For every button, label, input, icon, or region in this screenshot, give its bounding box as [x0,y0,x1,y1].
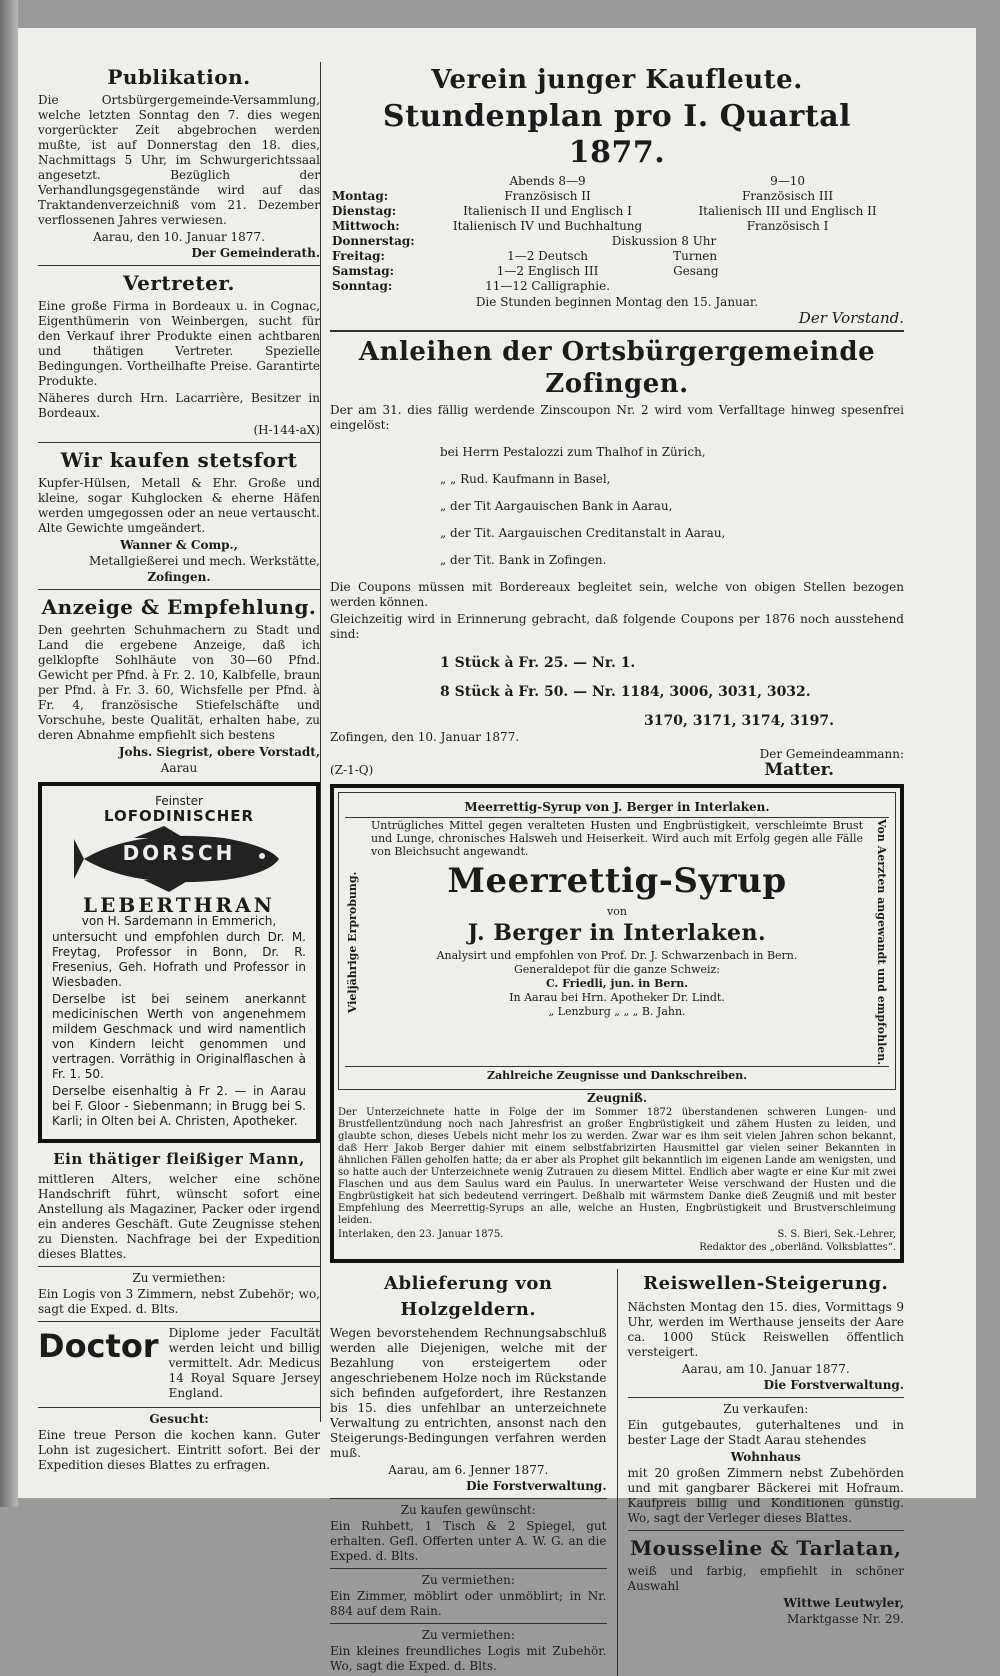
vertreter-contact: Näheres durch Hrn. Lacarrière, Besitzer in Bordeaux. [38,391,320,420]
anleihen-date: Zofingen, den 10. Januar 1877. [330,730,520,744]
ad-verein [330,64,904,326]
vermieten-body: Ein Logis von 3 Zimmern, nebst Zubehör; wo, sagt die Exped. d. Blts. [38,1287,320,1316]
slot-a: Italienisch IV und Buchhaltung [452,219,643,233]
table-row [330,279,904,294]
day: Montag: [332,189,389,203]
mousseline-body: weiß und farbig, empfiehlt in schöner Auswahl [627,1564,904,1594]
verkaufen-wohnhaus: Wohnhaus [730,1450,801,1465]
vertreter-body: Eine große Firma in Bordeaux u. in Cognac, Eigenthümerin von Weinbergen, sucht für den Verkauf ihrer Produkte einen achtbaren und thätigen Vertreter. Spezielle Bedingungen. Vortheilhafte Preise. Garantirte Produkte. [38,299,320,388]
verein-subtitle: Stundenplan pro I. Quartal 1877. [382,99,852,170]
bottom-ads [330,1269,904,1676]
divider [628,1530,905,1531]
fish-logo [74,824,284,894]
dorsch-maker: von H. Sardemann in Emmerich, [81,914,277,928]
bottom-left-ads [330,1269,607,1676]
zimmer-title: Zu vermiethen: [421,1573,515,1588]
publikation-sign: Der Gemeinderath. [191,246,320,260]
day: Freitag: [332,249,385,263]
holz-body: Wegen bevorstehendem Rechnungsabschluß werden alle Diejenigen, welche mit der Bezahlung von ersteigertem oder angeschriebenem Holze noch im Rückstande sich befinden aufgefordert, ihre Restanzen bis 15. dies unfehlbar an unterzeichnete Verwaltung zu entrichten, ansonst nach den Steigerungs-Bedingungen verfahren werden muß. [330,1326,607,1461]
mann-body: mittleren Alters, welcher eine schöne Handschrift führt, wünscht sofort eine Anstellung als Magaziner, Packer oder irgend ein anderes Geschäft. Gute Zeugnisse stehen zu Diensten. Nachfrage bei der Expedition dieses Blattes. [38,1172,320,1261]
schedule-col2: 9—10 [770,174,805,188]
zeugniss-title: Zeugniß. [586,1091,648,1106]
bottom-right-ads [617,1269,905,1676]
mann-title: Ein thätiger fleißiger Mann, [53,1150,305,1168]
day: Dienstag: [332,204,397,218]
ad-doctor [38,1326,320,1403]
anleihen-title: Anleihen der Ortsbürgergemeinde Zofingen. [358,337,876,399]
day: Donnerstag: [332,234,415,248]
divider [330,1498,607,1499]
anleihen-place: „ der Tit Aargauischen Bank in Aarau, [440,499,673,513]
slot-b: Französisch III [741,189,834,203]
divider [38,1266,320,1267]
kaufen-body: Kupfer-Hülsen, Metall & Ehr. Große und kleine, sogar Kuhglocken & eherne Häfen werden umgegossen oder an neue vertauscht. Alte Gewichte umgeändert. [38,476,320,535]
gesucht-body: Eine treue Person die kochen kann. Guter Lohn ist zugesichert. Eintritt sofort. Bei der Expedition dieses Blattes zu erfragen. [38,1428,320,1472]
kaufen-title: Wir kaufen stetsfort [60,448,298,472]
newspaper-page [18,28,976,1674]
syrup-bottom: Zahlreiche Zeugnisse und Dankschreiben. [345,1066,889,1082]
slot-a: 1—2 Deutsch [507,249,589,263]
dorsch-feinster: Feinster [155,794,203,808]
vertreter-title: Vertreter. [122,271,236,295]
vermieten-title: Zu vermiethen: [132,1271,226,1285]
schedule-header [330,174,904,189]
dorsch-body1: untersucht und empfohlen durch Dr. M. Freytag, Professor in Bonn, Dr. R. Fresenius, Geh. Hofrath und Professor in Wiesbaden. [52,930,306,989]
zeugniss-date: Interlaken, den 23. Januar 1875. [338,1229,504,1241]
ad-dorsch-box [38,782,320,1143]
day: Sonntag: [332,279,393,293]
publikation-date: Aarau, den 10. Januar 1877. [93,230,265,244]
zeugniss-body: Der Unterzeichnete hatte in Folge der im Sommer 1872 überstandenen schweren Lungen- und Brustfellentzündung noch nach Jahresfrist an großer Engbrüstigkeit und zähem Husten zu leiden, und glaubte schon, dieses Uebels nicht mehr los zu werden. Zwar war es ihm seit vielen Jahren schon bekannt, daß Herr Jakob Berger dahier mit einem selbstfabrizirten Hausmittel gar vielen seiner Bekannten in ähnlichen Fällen geholfen hatte; da er aber als Prophet gilt bekanntlich im eigenen Lande am wenigsten, und so hatte auch der Unterzeichnete wenig Zutrauen zu diesem Mittel. Endlich aber wagte er eine Kur mit zwei Flaschen und aus dem Saulus ward ein Paulus. In unerwarteter Weise verschwand der Husten und die Engbrüstigkeit hat sich bedeutend verringert. Deßhalb mit wärmstem Danke dieß Zeugniß und mit bester Empfehlung des Meerrettig-Syrups an alle, welche an Husten, Engbrüstigkeit und Brustverschleimung leiden. [338,1107,896,1227]
anleihen-place: „ der Tit. Bank in Zofingen. [440,553,607,567]
divider [330,1623,607,1624]
verkaufen-body: Ein gutgebautes, guterhaltenes und in bester Lage der Stadt Aarau stehendes [627,1418,904,1448]
slot-a: Italienisch II und Englisch I [463,204,632,218]
syrup-right-vertical: Von Aerzten angewandt und empfohlen. [875,819,888,1066]
table-row [330,189,904,204]
divider [38,1321,320,1322]
verkaufen-title: Zu verkaufen: [723,1402,809,1417]
syrup-depot: Generaldepot für die ganze Schweiz: [513,963,721,976]
syrup-von: von [607,905,627,918]
ad-kaufen [38,447,320,585]
table-row [330,219,904,234]
ad-vertreter [38,270,320,438]
table-row [330,234,904,249]
right-column [330,62,904,1676]
anleihen-code: (Z-1-Q) [330,763,374,777]
holz-sign: Die Forstverwaltung. [466,1479,607,1494]
ad-mann [38,1149,320,1262]
anzeige-title: Anzeige & Empfehlung. [41,595,317,619]
anleihen-note: Die Coupons müssen mit Bordereaux begleitet sein, welche von obigen Stellen bezogen werden können. [330,580,904,609]
anleihen-sign: Matter. [764,760,834,780]
holz-date: Aarau, am 6. Jenner 1877. [388,1463,549,1478]
divider [330,1568,607,1569]
divider [38,442,320,443]
divider [628,1397,905,1398]
page-edge-shadow [0,0,18,1507]
syrup-lenzburg: „ Lenzburg „ „ „ B. Jahn. [548,1005,686,1018]
anleihen-line1: 1 Stück à Fr. 25. — Nr. 1. [440,655,636,671]
doctor-body: Diplome jeder Facultät werden leicht und billig vermittelt. Adr. Medicus 14 Royal Square Jersey England. [168,1326,320,1400]
syrup-left-vertical: Vieljährige Erprobung. [346,871,359,1013]
syrup-depot-name: C. Friedli, jun. in Bern. [545,977,689,990]
gesucht-title: Gesucht: [149,1412,209,1426]
divider [38,1407,320,1408]
slot-b: Gesang [673,264,719,278]
syrup-aarau: In Aarau bei Hrn. Apotheker Dr. Lindt. [509,991,725,1004]
anzeige-place: Aarau [160,761,198,775]
zukaufen-body: Ein Ruhbett, 1 Tisch & 2 Spiegel, gut erhalten. Gefl. Offerten unter A. W. G. an die Exped. d. Blts. [330,1519,607,1564]
table-row [330,249,904,264]
verkaufen-body2: mit 20 großen Zimmern nebst Zubehörden und mit gangbarer Bäckerei mit Hofraum. Kaufpreis billig und Konditionen günstig. Wo, sagt der Verleger dieses Blattes. [627,1466,904,1526]
reis-body: Nächsten Montag den 15. dies, Vormittags 9 Uhr, werden im Werthause jenseits der Aare ca. 1000 Stück Reiswellen öffentlich versteigert. [627,1300,904,1360]
divider [38,265,320,266]
day: Mittwoch: [332,219,400,233]
ad-publikation [38,64,320,261]
dorsch-body3: Derselbe eisenhaltig à Fr 2. — in Aarau bei F. Gloor - Siebenmann; in Brugg bei S. Karli; in Olten bei A. Christen, Apotheker. [52,1084,306,1128]
publikation-title: Publikation. [107,65,251,89]
verein-sign: Der Vorstand. [798,309,904,327]
ad-vermieten [38,1271,320,1317]
divider [38,589,320,590]
publikation-body: Die Ortsbürgergemeinde-Versammlung, welche letzten Sonntag den 7. dies wegen vorgerückter Zeit abgebrochen werden mußte, ist auf Donnerstag den 18. dies, Nachmittags 5 Uhr, im Schwurgerichtssaal angesetzt. Bezüglich der Verhandlungsgegenstände wird auf das Traktandenverzeichniß vom 21. Dezember verflossenen Jahres verwiesen. [38,93,320,227]
dorsch-body2: Derselbe ist bei seinem anerkannt medicinischen Werth von angenehmem mildem Geschmack und wird namentlich von Kindern leicht genommen und vertragen. Vorräthig in Originalflaschen à Fr. 1. 50. [52,992,306,1081]
schedule-col1: Abends 8—9 [509,174,586,188]
dorsch-label: DORSCH [122,841,236,865]
reis-date: Aarau, am 10. Januar 1877. [681,1362,850,1377]
dorsch-lofodinischer: LOFODINISCHER [103,807,255,825]
zukaufen-title: Zu kaufen gewünscht: [400,1503,536,1518]
vertreter-code: (H-144-aX) [253,423,320,437]
anleihen-line2: 8 Stück à Fr. 50. — Nr. 1184, 3006, 3031, 3032. [440,684,811,700]
anleihen-line3: 3170, 3171, 3174, 3197. [644,713,834,729]
schedule-table [330,174,904,294]
slot-a: 1—2 Englisch III [496,264,599,278]
anzeige-sign: Johs. Siegrist, obere Vorstadt, [118,745,320,759]
mousseline-sign: Wittwe Leutwyler, [783,1596,904,1611]
logis2-body: Ein kleines freundliches Logis mit Zubehör. Wo, sagt die Exped. d. Blts. [330,1644,607,1674]
anleihen-title-sign: Der Gemeindeammann: [759,747,904,761]
slot-a: Diskussion 8 Uhr [611,234,717,248]
syrup-analyse: Analysirt und empfohlen von Prof. Dr. J. Schwarzenbach in Bern. [436,949,798,962]
syrup-intro: Untrügliches Mittel gegen veralteten Husten und Engbrüstigkeit, verschleimte Brust und Lunge, chronisches Halsweh und Heiserkeit. Wird auch mit Erfolg gegen alle Fälle von Bleichsucht angewandt. [371,819,863,858]
anleihen-note2: Gleichzeitig wird in Erinnerung gebracht, daß folgende Coupons per 1876 noch ausstehend sind: [330,612,904,641]
reis-sign: Die Forstverwaltung. [763,1378,904,1393]
mousseline-place: Marktgasse Nr. 29. [787,1612,904,1627]
slot-b: Turnen [673,249,718,263]
slot-a: Französisch II [504,189,591,203]
kaufen-firm-desc: Metallgießerei und mech. Werkstätte, [89,554,320,568]
ad-syrup-box [330,784,904,1263]
holz-title: Ablieferung von Holzgeldern. [384,1273,553,1321]
zeugniss-sign: S. S. Bieri, Sek.-Lehrer, [777,1229,896,1241]
syrup-name: Meerrettig-Syrup [447,861,787,901]
doctor-logo: Doctor [38,1327,159,1365]
ad-anleihen [330,336,904,778]
anleihen-place: bei Herrn Pestalozzi zum Thalhof in Zürich, [440,445,706,459]
syrup-top: Meerrettig-Syrup von J. Berger in Interlaken. [345,800,889,818]
column-divider [320,62,321,1422]
slot-b: Französisch I [746,219,829,233]
dorsch-leberthran: LEBERTHRAN [83,893,275,917]
reis-title: Reiswellen-Steigerung. [643,1273,889,1295]
ad-anzeige [38,594,320,776]
mousseline-title: Mousseline & Tarlatan, [630,1536,902,1561]
syrup-maker: J. Berger in Interlaken. [467,920,767,946]
verein-start: Die Stunden beginnen Montag den 15. Januar. [475,295,759,309]
day: Samstag: [332,264,395,278]
logis2-title: Zu vermiethen: [421,1628,515,1643]
kaufen-firm: Wanner & Comp., [120,538,238,552]
zeugniss-sign2: Redaktor des „oberländ. Volksblattes“. [699,1242,896,1254]
anleihen-place: „ „ Rud. Kaufmann in Basel, [440,472,611,486]
divider [330,330,904,332]
table-row [330,264,904,279]
zimmer-body: Ein Zimmer, möblirt oder unmöblirt; in Nr. 884 auf dem Rain. [330,1589,607,1619]
anleihen-place: „ der Tit. Aargauischen Creditanstalt in Aarau, [440,526,726,540]
anzeige-body: Den geehrten Schuhmachern zu Stadt und Land die ergebene Anzeige, daß ich gelklopfte Sohlhäute von 30—60 Pfnd. Gewicht per Pfnd. à Fr. 2. 10, Kalbfelle, braun per Pfnd. à Fr. 3. 60, Wichsfelle per Pfnd. à Fr. 4, französische Stiefelschäfte und Vorschuhe, beste Qualität, erhalten habe, zu deren Abnahme empfiehlt sich bestens [38,623,320,742]
kaufen-firm-place: Zofingen. [147,570,211,584]
anleihen-intro: Der am 31. dies fällig werdende Zinscoupon Nr. 2 wird vom Verfalltage hinweg spesenfrei eingelöst: [330,403,904,432]
ad-gesucht [38,1412,320,1473]
slot-b: Italienisch III und Englisch II [698,204,877,218]
left-column [38,62,320,1475]
table-row [330,204,904,219]
slot-a: 11—12 Calligraphie. [485,279,611,293]
verein-title: Verein junger Kaufleute. [431,65,803,95]
